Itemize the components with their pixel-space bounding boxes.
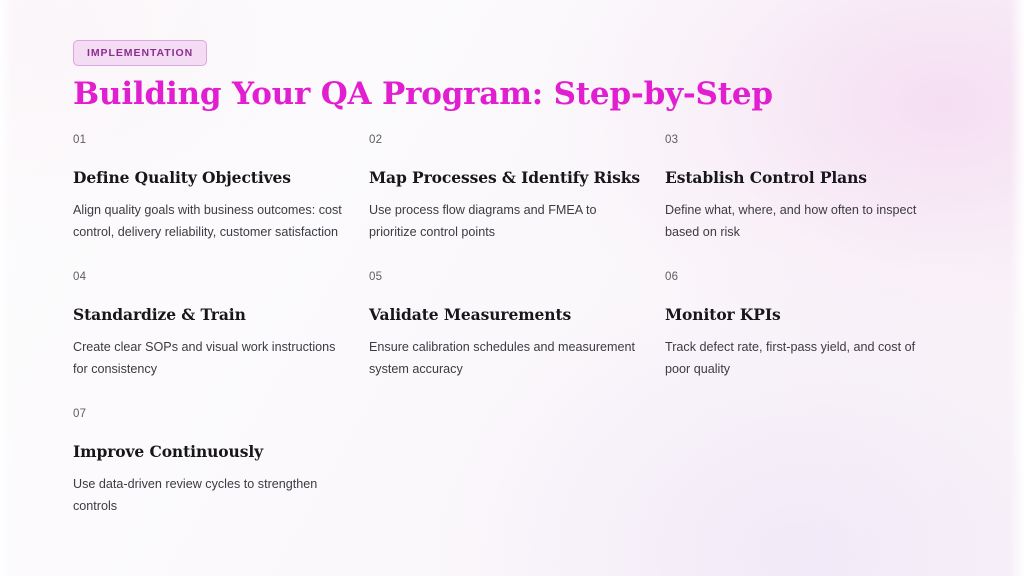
step-item [665,134,963,244]
step-title: Establish Control Plans [665,168,867,187]
step-number: 01 [73,134,87,146]
step-description: Ensure calibration schedules and measurement system accuracy [369,339,636,377]
step-description: Use process flow diagrams and FMEA to prioritize control points [369,203,597,240]
page-title: Building Your QA Program: Step-by-Step [73,76,773,112]
section-eyebrow-badge: IMPLEMENTATION [73,40,207,66]
step-number: 03 [665,134,679,146]
step-description: Define what, where, and how often to inspect based on risk [665,203,917,240]
step-title: Define Quality Objectives [73,168,291,187]
step-item [73,134,369,244]
step-title: Standardize & Train [73,304,246,324]
step-description: Create clear SOPs and visual work instructions for consistency [73,339,336,377]
step-title: Validate Measurements [369,304,572,324]
step-title: Map Processes & Identify Risks [369,168,641,187]
step-description: Align quality goals with business outcomes: cost control, delivery reliability, customer satisfaction [73,203,342,240]
step-number: 07 [73,407,87,420]
step-description: Track defect rate, first-pass yield, and cost of poor quality [665,339,916,377]
step-item [369,271,665,381]
steps-grid [73,134,963,517]
left-edge-gradient [0,0,12,576]
step-number: 02 [369,134,383,146]
step-title: Improve Continuously [73,441,264,461]
step-title: Monitor KPIs [665,304,781,324]
step-item [73,408,369,518]
step-item [665,271,963,381]
step-item [369,134,665,244]
step-number: 06 [665,270,679,283]
step-number: 04 [73,270,87,283]
step-number: 05 [369,270,383,283]
right-edge-gradient [1010,0,1024,576]
step-description: Use data-driven review cycles to strengthen controls [73,476,318,514]
step-item [73,271,369,381]
